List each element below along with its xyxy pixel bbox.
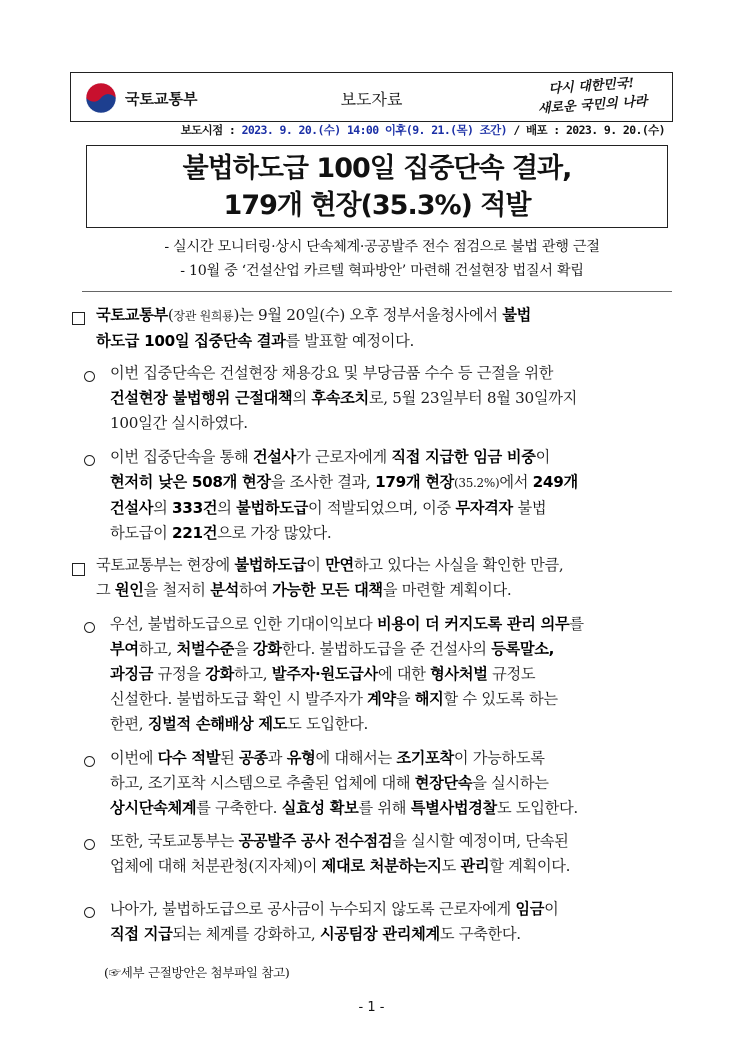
- text-run: 를 구축한다.: [196, 799, 282, 817]
- emphasis-text: 불법하도급: [234, 556, 307, 574]
- text-run: 이 가능하도록: [453, 749, 545, 767]
- text-run: 의: [292, 389, 312, 407]
- emphasis-text: 강화: [252, 640, 282, 658]
- emphasis-text: 부여: [110, 640, 139, 658]
- embargo-time: 2023. 9. 20.(수) 14:00 이후: [241, 123, 406, 137]
- emphasis-text: 직접 지급한 임금 비중: [391, 448, 536, 466]
- text-line: [96, 303, 531, 329]
- text-run: 을 조사한 결과,: [270, 473, 376, 491]
- text-line: [110, 637, 584, 662]
- emphasis-text: 강화: [205, 665, 235, 683]
- embargo-label: 보도시점 :: [180, 123, 242, 137]
- square-bullet-icon: [72, 312, 85, 325]
- square-bullet-icon: [72, 563, 85, 576]
- text-run: 의: [217, 499, 237, 517]
- embargo-paper: (9. 21.(목) 조간): [405, 123, 507, 137]
- headline-line2: 179개 현장(35.3%) 적발: [223, 190, 531, 221]
- page-number: - 1 -: [358, 1000, 385, 1015]
- text-line: [110, 612, 584, 637]
- emphasis-text: 221건: [172, 524, 218, 542]
- text-run: 에 대해서는: [315, 749, 397, 767]
- emphasis-text: 처벌수준: [176, 640, 235, 658]
- text-run: 규정을: [153, 665, 206, 683]
- text-run: 이: [306, 556, 326, 574]
- text-run: 도: [441, 857, 461, 875]
- paragraph-6: [110, 746, 578, 821]
- emphasis-text: 후속조치: [311, 389, 369, 407]
- emphasis-text: 국토교통부: [96, 306, 168, 324]
- text-run: 도 도입한다.: [496, 799, 578, 817]
- emphasis-text: 원인: [114, 581, 144, 599]
- circle-bullet-icon: [84, 455, 95, 466]
- distribution-date: / 배포 : 2023. 9. 20.(수): [507, 123, 665, 137]
- paragraph-5: [110, 612, 584, 737]
- emphasis-text: 현장단속: [414, 774, 473, 792]
- circle-bullet-icon: [84, 839, 95, 850]
- text-run: 업체에 대해 처분관청(지자체)이: [110, 857, 322, 875]
- text-run: 을: [234, 640, 253, 658]
- text-run: 이번에: [110, 749, 158, 767]
- text-run: 을: [395, 690, 415, 708]
- text-run: 불법: [512, 499, 547, 517]
- text-run: 한다. 불법하도급을 준 건설사의: [281, 640, 492, 658]
- text-run: )는 9월 20일(수) 오후 정부서울청사에서: [233, 306, 503, 324]
- text-line: [110, 361, 577, 386]
- text-run: 하고 있다는 사실을 확인한 만큼,: [353, 556, 564, 574]
- text-run: 를 발표할 예정이다.: [285, 332, 415, 350]
- emphasis-text: 과징금: [110, 665, 154, 683]
- text-line: [96, 578, 563, 603]
- text-line: [110, 712, 584, 737]
- circle-bullet-icon: [84, 756, 95, 767]
- text-run: 가 근로자에게: [296, 448, 392, 466]
- text-run: 하고,: [138, 640, 177, 658]
- paragraph-4: [96, 553, 563, 603]
- attachment-note: (☞세부 근절방안은 첨부파일 참고): [104, 965, 290, 980]
- emphasis-text: 임금: [515, 900, 545, 918]
- text-run: 의: [153, 499, 173, 517]
- text-run: 규정도: [487, 665, 536, 683]
- header-box: [70, 72, 673, 122]
- paragraph-3: [110, 445, 578, 546]
- text-run: 장관 원희룡: [173, 309, 234, 323]
- emphasis-text: 249개: [532, 473, 578, 491]
- text-run: 으로 가장 많았다.: [217, 524, 332, 542]
- text-run: (35.2%): [453, 476, 500, 490]
- text-line: [110, 470, 578, 496]
- emphasis-text: 다수 적발: [157, 749, 221, 767]
- emphasis-text: 등록말소,: [491, 640, 555, 658]
- paragraph-7: [110, 829, 570, 879]
- text-line: [96, 553, 563, 578]
- subtitle-1: - 실시간 모니터링·상시 단속체계·공공발주 전수 점검으로 불법 관행 근절: [164, 239, 600, 255]
- text-run: 이: [544, 900, 559, 918]
- text-run: 을 철저히: [143, 581, 211, 599]
- text-run: 도 도입한다.: [287, 715, 369, 733]
- emphasis-text: 조기포착: [396, 749, 454, 767]
- text-run: 과: [267, 749, 287, 767]
- text-run: 하고,: [234, 665, 272, 683]
- text-line: [110, 771, 578, 796]
- text-line: [110, 687, 584, 712]
- emphasis-text: 333건: [172, 499, 218, 517]
- emphasis-text: 제대로 처분하는지: [321, 857, 442, 875]
- text-line: [110, 796, 578, 821]
- emphasis-text: 상시단속체계: [110, 799, 197, 817]
- embargo-line: [181, 122, 665, 138]
- emphasis-text: 무자격자: [455, 499, 513, 517]
- text-run: 한편,: [110, 715, 148, 733]
- text-run: 이번 집중단속을 통해: [110, 448, 253, 466]
- text-run: 할 수 있도록 하는: [443, 690, 558, 708]
- text-run: 그: [96, 581, 115, 599]
- text-run: 에 대한: [377, 665, 431, 683]
- paragraph-8: [110, 897, 558, 947]
- slogan-line: 새로운 국민의 나라: [537, 94, 648, 117]
- emphasis-text: 공종: [239, 749, 268, 767]
- text-line: [110, 496, 578, 521]
- text-run: 를 위해: [358, 799, 411, 817]
- text-line: [110, 386, 577, 411]
- text-run: 이: [535, 448, 551, 466]
- emphasis-text: 현저히 낮은 508개 현장: [110, 473, 271, 491]
- text-line: [110, 829, 570, 854]
- emphasis-text: 관리: [460, 857, 490, 875]
- emphasis-text: 건설현장 불법행위 근절대책: [110, 389, 293, 407]
- emphasis-text: 179개 현장: [375, 473, 454, 491]
- text-run: 을 마련할 계획이다.: [382, 581, 512, 599]
- ministry-name: 국토교통부: [125, 90, 198, 108]
- emphasis-text: 발주자·원도급사: [271, 665, 378, 683]
- headline-line1: 불법하도급 100일 집중단속 결과,: [182, 153, 572, 184]
- emphasis-text: 유형: [286, 749, 316, 767]
- text-run: 에서: [499, 473, 533, 491]
- text-run: 우선, 불법하도급으로 인한 기대이익보다: [110, 615, 377, 633]
- emphasis-text: 불법: [502, 306, 532, 324]
- text-run: 이 적발되었으며, 이중: [307, 499, 456, 517]
- subtitle-2: - 10월 중 ‘건설산업 카르텔 혁파방안’ 마련해 건설현장 법질서 확립: [180, 263, 584, 279]
- emphasis-text: 가능한 모든 대책: [272, 581, 383, 599]
- slogan-line: 다시 대한민국!: [548, 76, 635, 97]
- emphasis-text: 해지: [414, 690, 444, 708]
- text-run: 하고, 조기포착 시스템으로 추출된 업체에 대해: [110, 774, 415, 792]
- text-line: [110, 922, 558, 947]
- emphasis-text: 징벌적 손해배상 제도: [147, 715, 288, 733]
- text-line: [110, 897, 558, 922]
- emphasis-text: 만연: [325, 556, 354, 574]
- text-run: 할 계획이다.: [489, 857, 571, 875]
- emphasis-text: 직접 지급: [110, 925, 173, 943]
- text-run: 나아가, 불법하도급으로 공사금이 누수되지 않도록 근로자에게: [110, 900, 516, 918]
- emphasis-text: 건설사: [252, 448, 297, 466]
- document-type: 보도자료: [340, 90, 403, 109]
- text-run: 국토교통부는 현장에: [96, 556, 235, 574]
- text-line: [110, 662, 584, 687]
- text-run: (: [167, 306, 174, 324]
- text-line: [110, 746, 578, 771]
- title-box: [86, 145, 668, 228]
- text-line: [110, 521, 578, 546]
- slogan-logo: [527, 73, 657, 120]
- emphasis-text: 계약: [367, 690, 396, 708]
- text-run: 을 실시하는: [472, 774, 549, 792]
- text-line: [96, 329, 531, 354]
- paragraph-1: [96, 303, 531, 354]
- circle-bullet-icon: [84, 907, 95, 918]
- circle-bullet-icon: [84, 371, 95, 382]
- emphasis-text: 실효성 확보: [281, 799, 359, 817]
- emphasis-text: 형사처벌: [430, 665, 488, 683]
- emphasis-text: 특별사법경찰: [410, 799, 497, 817]
- text-line: [110, 411, 577, 436]
- text-line: [110, 445, 578, 470]
- text-run: 도 구축한다.: [439, 925, 521, 943]
- text-run: 이번 집중단속은 건설현장 채용강요 및 부당금품 수수 등 근절을 위한: [110, 364, 554, 382]
- text-run: 를: [569, 615, 584, 633]
- emphasis-text: 비용이 더 커지도록 관리 의무: [376, 615, 570, 633]
- emphasis-text: 불법하도급: [236, 499, 308, 517]
- emphasis-text: 시공팀장 관리체계: [319, 925, 440, 943]
- circle-bullet-icon: [84, 622, 95, 633]
- text-run: 신설한다. 불법하도급 확인 시 발주자가: [110, 690, 368, 708]
- text-run: 되는 체계를 강화하고,: [172, 925, 320, 943]
- text-line: [110, 854, 570, 879]
- paragraph-2: [110, 361, 577, 436]
- text-run: 또한, 국토교통부는: [110, 832, 239, 850]
- divider: [82, 291, 672, 292]
- text-run: 된: [220, 749, 240, 767]
- text-run: 하여: [238, 581, 273, 599]
- text-run: 100일간 실시하였다.: [110, 414, 248, 432]
- emphasis-text: 건설사: [110, 499, 154, 517]
- text-run: 로, 5월 23일부터 8월 30일까지: [368, 389, 577, 407]
- emphasis-text: 분석: [210, 581, 239, 599]
- emphasis-text: 공공발주 공사 전수점검: [238, 832, 393, 850]
- text-run: 하도급이: [110, 524, 173, 542]
- emphasis-text: 하도급 100일 집중단속 결과: [96, 332, 286, 350]
- text-run: 을 실시할 예정이며, 단속된: [392, 832, 569, 850]
